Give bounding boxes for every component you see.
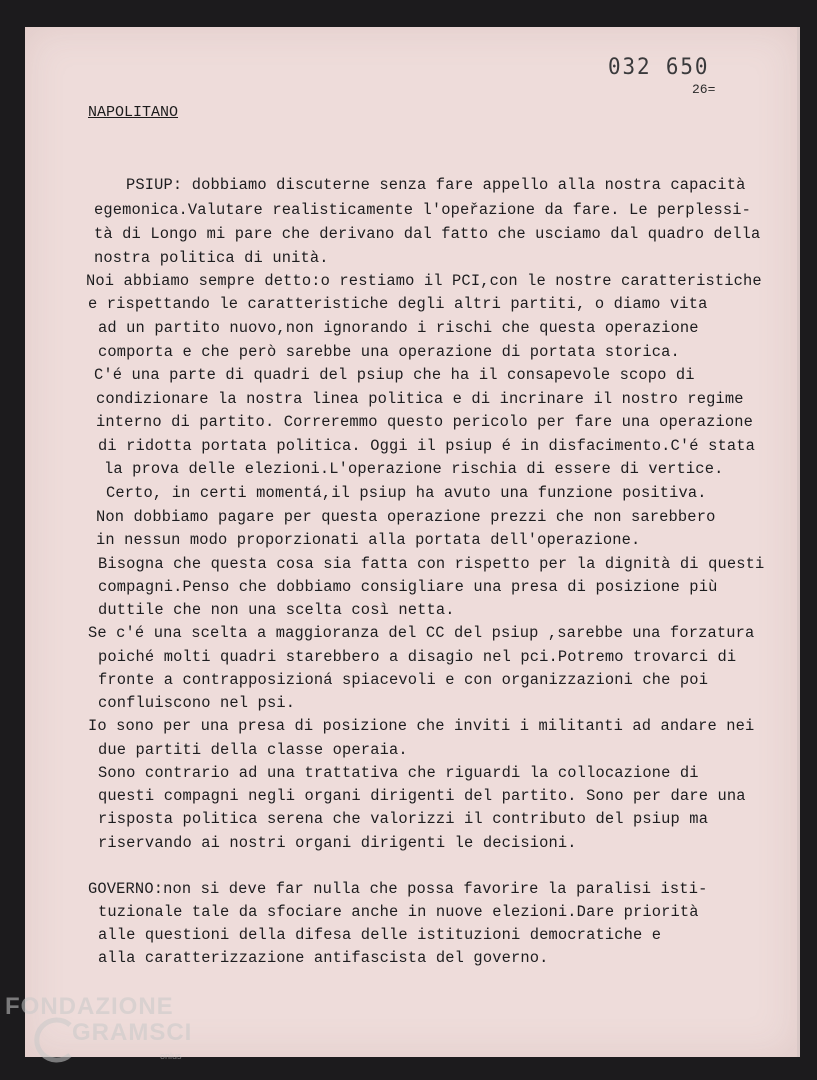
text-line: alla caratterizzazione antifascista del governo. — [98, 949, 549, 967]
text-line: alle questioni della difesa delle istituzioni democratiche e — [98, 926, 662, 944]
watermark-line-3: onlus — [160, 1051, 182, 1061]
text-line: Noi abbiamo sempre detto:o restiamo il PCI,con le nostre caratteristiche — [86, 272, 762, 290]
text-line: confluiscono nel psi. — [98, 694, 296, 712]
text-line: PSIUP: dobbiamo discuterne senza fare appello alla nostra capacità — [126, 176, 746, 194]
text-line: nostra politica di unità. — [94, 249, 329, 267]
text-line: fronte a contrapposizioná spiacevoli e con organizzazioni che poi — [98, 671, 709, 689]
text-line: GOVERNO:non si deve far nulla che possa favorire la paralisi isti- — [88, 880, 708, 898]
text-line: Certo, in certi momentá,il psiup ha avuto una funzione positiva. — [106, 484, 707, 502]
text-line: comporta e che però sarebbe una operazione di portata storica. — [98, 343, 680, 361]
text-line: Non dobbiamo pagare per questa operazione prezzi che non sarebbero — [96, 508, 716, 526]
page-number: 26= — [692, 82, 716, 97]
text-line: tuzionale tale da sfociare anche in nuove elezioni.Dare priorità — [98, 903, 699, 921]
text-line: compagni.Penso che dobbiamo consigliare una presa di posizione più — [98, 578, 718, 596]
watermark-line-1: FONDAZIONE — [5, 993, 174, 1020]
text-line: questi compagni negli organi dirigenti del partito. Sono per dare una — [98, 787, 746, 805]
page-edge — [797, 27, 800, 1057]
text-line: duttile che non una scelta così netta. — [98, 601, 455, 619]
text-line: di ridotta portata politica. Oggi il psiup é in disfacimento.C'é stata — [98, 437, 756, 455]
archive-number: 032 650 — [608, 55, 710, 80]
document-heading: NAPOLITANO — [88, 104, 179, 121]
text-line: tà di Longo mi pare che derivano dal fatto che usciamo dal quadro della — [94, 225, 761, 243]
text-line: riservando ai nostri organi dirigenti le decisioni. — [98, 834, 577, 852]
text-line: la prova delle elezioni.L'operazione rischia di essere di vertice. — [104, 460, 724, 478]
fondazione-gramsci-watermark — [0, 993, 210, 1073]
text-line: Bisogna che questa cosa sia fatta con rispetto per la dignità di questi — [98, 555, 765, 573]
text-line: due partiti della classe operaia. — [98, 741, 408, 759]
watermark-line-2: GRAMSCI — [72, 1019, 193, 1046]
text-line: risposta politica serena che valorizzi il contributo del psiup ma — [98, 810, 709, 828]
text-line: Se c'é una scelta a maggioranza del CC del psiup ,sarebbe una forzatura — [88, 624, 755, 642]
text-line: poiché molti quadri starebbero a disagio nel pci.Potremo trovarci di — [98, 648, 737, 666]
text-line: C'é una parte di quadri del psiup che ha il consapevole scopo di — [94, 366, 695, 384]
text-line: in nessun modo proporzionati alla portata dell'operazione. — [96, 531, 641, 549]
text-line: ad un partito nuovo,non ignorando i rischi che questa operazione — [98, 319, 699, 337]
text-line: interno di partito. Correremmo questo pericolo per fare una operazione — [96, 413, 754, 431]
text-line: Io sono per una presa di posizione che inviti i militanti ad andare nei — [88, 717, 755, 735]
text-line: Sono contrario ad una trattativa che riguardi la collocazione di — [98, 764, 699, 782]
text-line: egemonica.Valutare realisticamente l'opeřazione da fare. Le perplessi- — [94, 201, 752, 219]
text-line: condizionare la nostra linea politica e di incrinare il nostro regime — [96, 390, 744, 408]
text-line: e rispettando le caratteristiche degli altri partiti, o diamo vita — [88, 295, 708, 313]
